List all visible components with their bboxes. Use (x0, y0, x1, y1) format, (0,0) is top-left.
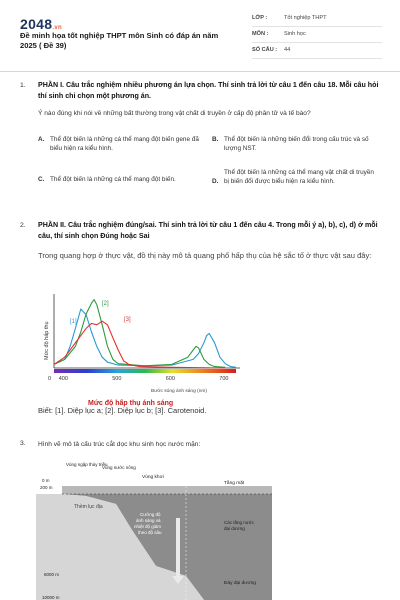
intensity-line-2: ánh sáng và (136, 518, 161, 523)
label-nearshore: Vùng nước nông (102, 465, 136, 470)
question-stem: Hình vẽ mô tả cấu trúc cắt dọc khu sinh học nước mặn: (38, 441, 201, 448)
page-header (0, 0, 400, 72)
meta-count (252, 44, 382, 59)
x-origin-label: 0 (48, 376, 52, 382)
option-text: Thể đột biến là những cá thể mang vật chất di truyền bị biến đổi được biểu hiện ra kiểu hình. (224, 169, 374, 185)
meta-count-value: 44 (284, 47, 291, 53)
depth-arrow-shaft (176, 518, 180, 578)
layers-line-1: Các tầng nước (224, 520, 254, 525)
option-text: Thể đột biến là những biến đổi trong cấu trúc và số lượng NST. (224, 136, 369, 152)
label-depth-10000: 10000 m (42, 595, 60, 600)
meta-grade (252, 12, 382, 27)
question-1 (20, 80, 380, 210)
document-title: Đề minh họa tốt nghiệp THPT môn Sinh có đáp án năm 2025 ( Đề 39) (20, 31, 219, 50)
meta-count-key: SỐ CÂU : (252, 47, 278, 53)
logo-suffix: .vn (52, 25, 62, 31)
label-depth-200: 200 m (40, 485, 53, 490)
option-letter: A. (38, 136, 45, 143)
layers-line-2: đại dương (224, 526, 245, 531)
marine-zone-diagram (36, 458, 272, 600)
meta-grade-value: Tốt nghiệp THPT (284, 15, 327, 21)
label-surface: Tầng mặt (224, 481, 245, 486)
series-line-3 (54, 321, 225, 368)
y-axis-label: Mức độ hấp thụ (44, 321, 50, 360)
question-number: 2. (20, 222, 26, 229)
site-logo[interactable] (20, 16, 62, 32)
question-number: 1. (20, 82, 26, 89)
option-letter: B. (212, 136, 219, 143)
intensity-line-3: nhiệt độ giảm (134, 524, 162, 529)
logo-text: 2048 (20, 16, 53, 32)
label-open-ocean: Vùng khơi (142, 475, 164, 480)
absorption-spectrum-chart (36, 290, 246, 405)
meta-grade-key: LỚP : (252, 15, 268, 21)
x-tick-label: 400 (58, 376, 68, 382)
option-letter: C. (38, 176, 45, 183)
series-line-1 (54, 309, 236, 367)
chart-note: Biết: [1]. Diệp lục a; [2]. Diệp lục b; [3]. Carotenoid. (38, 406, 207, 415)
x-tick-label: 500 (112, 376, 122, 382)
series-label-2: [2] (102, 301, 109, 307)
spectrum-bar (54, 369, 236, 373)
series-label-1: [1] (70, 319, 77, 325)
x-tick-label: 600 (165, 376, 175, 382)
x-axis-label: Bước sóng ánh sáng (nm) (151, 389, 207, 394)
series-label-3: [3] (124, 317, 131, 323)
label-intertidal: Vùng ngập thủy triều (66, 462, 108, 467)
label-shelf: Thềm lục địa (74, 504, 103, 510)
x-tick-label: 700 (219, 376, 229, 382)
section-heading: PHẦN II. Câu trắc nghiệm đúng/sai. Thí sinh trả lời từ câu 1 đến câu 4. Trong mỗi ý a), b), c), d) ở mỗi câu, thí sinh chọn Đúng hoặc Sai (38, 221, 378, 240)
chart-caption: Mức độ hấp thụ ánh sáng (88, 400, 174, 407)
meta-subject-key: MÔN : (252, 31, 269, 37)
label-depth-0: 0 m (42, 478, 50, 483)
intensity-line-4: theo độ sâu (138, 530, 162, 535)
option-text: Thể đột biến là những cá thể mang đột biến gene đã biểu hiện ra kiểu hình. (50, 136, 199, 152)
meta-subject-value: Sinh học (284, 31, 306, 37)
label-depth-6000: 6000 m (44, 572, 60, 577)
surface-layer (62, 486, 272, 494)
question-3 (20, 440, 380, 460)
series-line-2 (54, 300, 225, 368)
meta-subject (252, 28, 382, 43)
question-paragraph: Trong quang hợp ở thực vật, đồ thị này mô tả quang phổ hấp thụ của hệ sắc tố ở thực vật sau đây: (38, 251, 372, 260)
intensity-line-1: Cường độ (140, 512, 161, 517)
question-stem: Ý nào đúng khi nói về những bất thường trong vật chất di truyền ở cấp độ phân tử và tế bào? (38, 110, 311, 117)
option-letter: D. (212, 178, 219, 185)
label-deep: Đáy đại dương (224, 581, 256, 586)
option-text: Thể đột biến là những cá thể mang đột biến. (50, 176, 176, 183)
section-heading: PHẦN I. Câu trắc nghiệm nhiều phương án lựa chọn. Thí sinh trả lời từ câu 1 đến câu 18. Mỗi câu hỏi thí sinh chỉ chọn một phương án. (38, 81, 379, 100)
question-number: 3. (20, 440, 26, 447)
